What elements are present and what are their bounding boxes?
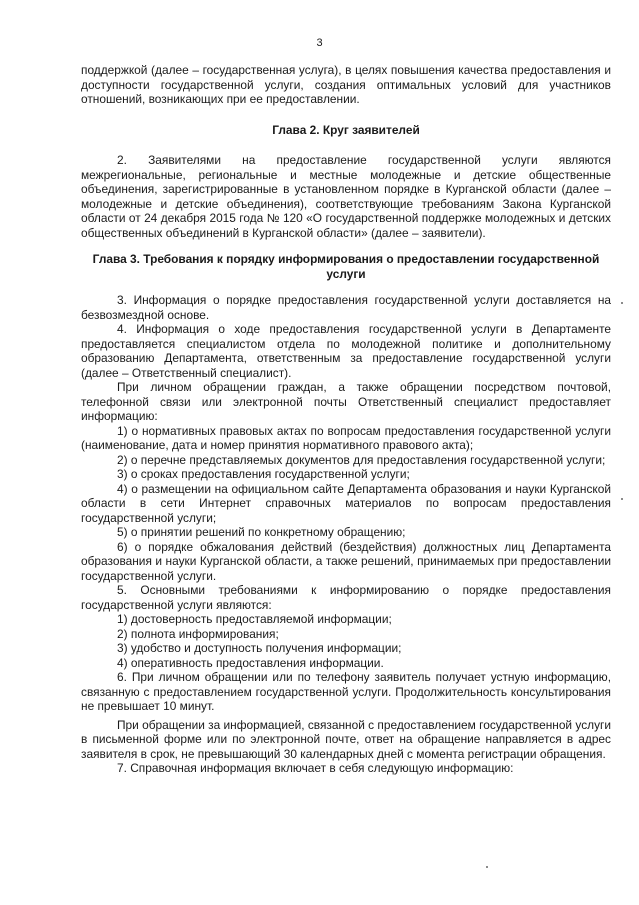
paragraph-6: 6. При личном обращении или по телефону заявитель получает устную информацию, связанную с предоставлением государственной услуги. Продолжительность консультирования не превышает 10 минут. — [81, 670, 611, 713]
chapter-2-heading: Глава 2. Круг заявителей — [272, 122, 420, 137]
list-item: 6) о порядке обжалования действий (бездействия) должностных лиц Департамента образования и науки Курганской области, а также решений, принимаемых при предоставлении государственной услуги. — [81, 539, 611, 583]
list-item: 2) о перечне представляемых документов для предоставления государственной услуги; — [117, 452, 606, 467]
list-item: 1) о нормативных правовых актах по вопросам предоставления государственной услуги (наименование, дата и номер принятия нормативного правового акта); — [81, 423, 611, 452]
paragraph-personal-request: При личном обращении граждан, а также обращении посредством почтовой, телефонной связи или электронной почты Ответственный специалист предоставляет информацию: — [81, 380, 611, 423]
paragraph-3: 3. Информация о порядке предоставления государственной услуги доставляется на безвозмездной основе. — [81, 293, 611, 322]
list-item: 3) о сроках предоставления государственной услуги; — [117, 467, 410, 481]
paragraph-intro: поддержкой (далее – государственная услуга), в целях повышения качества предоставления и доступности государственной услуги, создания оптимальных условий для участников отношений, возникающих при ее предоставлении. — [81, 63, 611, 106]
chapter-3-heading: Глава 3. Требования к порядку информирования о предоставлении государственной услуги — [92, 252, 600, 281]
list-item: 1) достоверность предоставляемой информации; — [117, 612, 392, 626]
page-number: 3 — [316, 37, 323, 49]
list-item: 3) удобство и доступность получения информации; — [117, 641, 402, 655]
list-item: 4) о размещении на официальном сайте Департамента образования и науки Курганской области в сети Интернет справочных материалов по вопросам предоставления государственной услуги; — [81, 481, 611, 525]
scan-speck — [621, 302, 623, 304]
paragraph-7: 7. Справочная информация включает в себя следующую информацию: — [117, 761, 514, 775]
paragraph-4: 4. Информация о ходе предоставления государственной услуги в Департаменте предоставляется специалистом отдела по молодежной политике и дополнительному образованию Департамента, ответственным за предоставление государственной услуги (далее – Ответственный специалист). — [81, 322, 611, 380]
paragraph-5: 5. Основными требованиями к информированию о порядке предоставления государственной услуги являются: — [81, 583, 611, 612]
page-content — [81, 63, 611, 776]
scan-speck — [486, 866, 488, 868]
paragraph-written-request: При обращении за информацией, связанной с предоставлением государственной услуги в письменной форме или по электронной почте, ответ на обращение направляется в адрес заявителя в срок, не превышающий 30 календарных дней с момента регистрации обращения. — [81, 717, 611, 761]
list-item: 5) о принятии решений по конкретному обращению; — [117, 525, 406, 539]
list-item: 4) оперативность предоставления информации. — [117, 655, 384, 670]
paragraph-2: 2. Заявителями на предоставление государственной услуги являются межрегиональные, региональные и местные молодежные и детские общественные объединения, зарегистрированные в установленном порядке в Курганской области (далее – молодежные и детские объединения), соответствующие требованиям Закона Курганской области от 24 декабря 2015 года № 120 «О государственной поддержке молодежных и детских общественных объединений в Курганской области» (далее – заявители). — [81, 153, 611, 240]
list-item: 2) полнота информирования; — [117, 626, 279, 641]
scan-speck — [621, 498, 623, 500]
